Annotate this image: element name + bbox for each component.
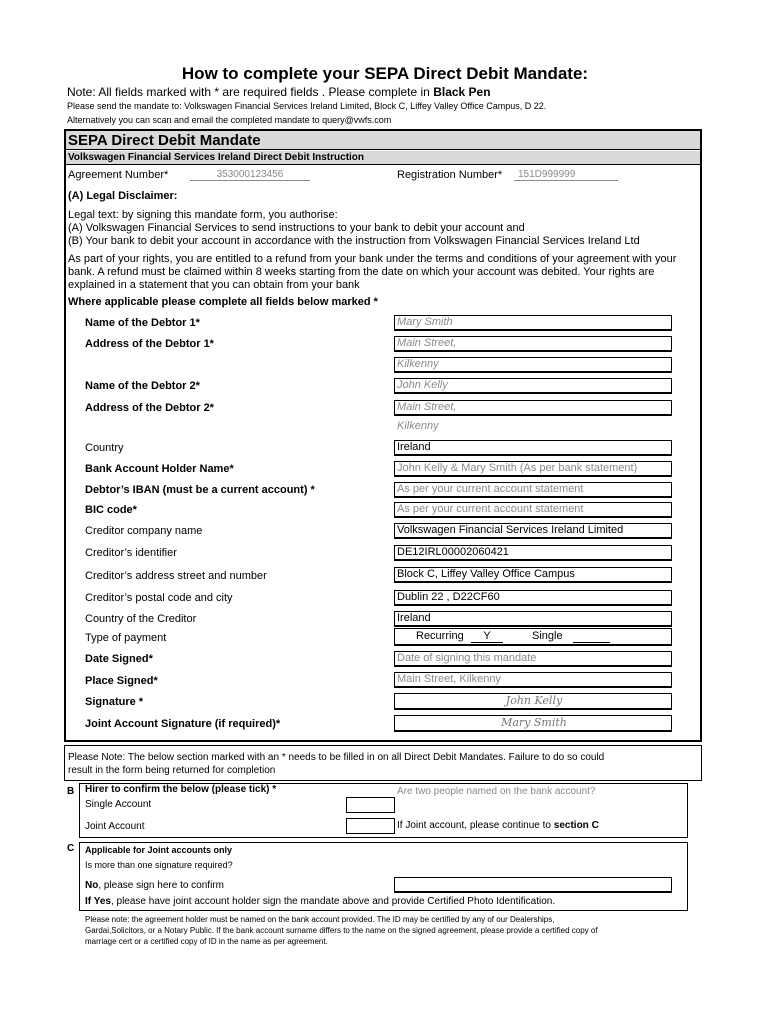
rights-text-line: bank. A refund must be claimed within 8 weeks starting from the date on which your account was debited. Your rights are	[68, 266, 655, 278]
creditor-postal-field: Dublin 22 , D22CF60	[394, 590, 672, 606]
joint-note-section: section C	[553, 820, 599, 831]
section-c-yes-bold: If Yes	[85, 896, 111, 907]
iban-label: Debtor’s IBAN (must be a current account) *	[85, 484, 315, 496]
section-c-signature-field[interactable]	[394, 877, 672, 893]
account-holder-label: Bank Account Holder Name*	[85, 463, 234, 475]
signature-field[interactable]: John Kelly	[394, 693, 672, 710]
registration-number-label: Registration Number*	[397, 169, 503, 181]
place-signed-label: Place Signed*	[85, 675, 158, 687]
debtor2-address-line2[interactable]: Kilkenny	[397, 420, 439, 432]
section-c-heading: Applicable for Joint accounts only	[85, 845, 233, 855]
footer-line: Gardai,Solicitors, or a Notary Public. If the bank account surname differs to the name on the signed agreement, please provide a certified copy of	[85, 926, 598, 935]
payment-single-blank[interactable]	[573, 642, 610, 643]
note-black-pen: Black Pen	[433, 85, 491, 99]
date-signed-label: Date Signed*	[85, 653, 153, 665]
creditor-identifier-label: Creditor’s identifier	[85, 547, 177, 559]
debtor2-address-field[interactable]: Main Street,	[394, 400, 672, 416]
debtor2-name-field[interactable]: John Kelly	[394, 378, 672, 394]
registration-number-value[interactable]: 151D999999	[514, 169, 618, 181]
country-label: Country	[85, 442, 124, 454]
place-signed-field[interactable]: Main Street, Kilkenny	[394, 672, 672, 688]
section-c-no-bold: No	[85, 880, 99, 891]
legal-text-line: Legal text: by signing this mandate form, you authorise:	[68, 209, 338, 221]
joint-signature-field[interactable]: Mary Smith	[394, 715, 672, 732]
account-holder-field[interactable]: John Kelly & Mary Smith (As per bank statement)	[394, 461, 672, 477]
rights-text-line: explained in a statement that you can obtain from your bank	[68, 279, 360, 291]
section-b-question: Are two people named on the bank account?	[397, 786, 596, 797]
single-account-label: Single Account	[85, 799, 152, 810]
creditor-postal-label: Creditor’s postal code and city	[85, 592, 233, 604]
legal-text-line: (A) Volkswagen Financial Services to send instructions to your bank to debit your account and	[68, 222, 525, 234]
payment-single-label: Single	[532, 630, 563, 642]
alternatively-text: Alternatively you can scan and email the completed mandate to query@vwfs.com	[67, 115, 392, 125]
send-to-text: Please send the mandate to: Volkswagen Financial Services Ireland Limited, Block C, Liffey Valley Office Campus, D 22.	[67, 101, 547, 111]
joint-note-prefix: If Joint account, please continue to	[397, 820, 554, 831]
joint-signature-label: Joint Account Signature (if required)*	[85, 718, 281, 730]
section-c-question: Is more than one signature required?	[85, 860, 233, 870]
agreement-number-value[interactable]: 353000123456	[190, 169, 310, 181]
bic-label: BIC code*	[85, 504, 137, 516]
creditor-address-label: Creditor’s address street and number	[85, 570, 267, 582]
debtor1-address-label: Address of the Debtor 1*	[85, 338, 214, 350]
debtor1-address-field-2[interactable]: Kilkenny	[394, 357, 672, 373]
joint-account-note	[397, 820, 599, 831]
creditor-country-label: Country of the Creditor	[85, 613, 197, 625]
country-field[interactable]: Ireland	[394, 440, 672, 456]
bic-field[interactable]: As per your current account statement	[394, 502, 672, 518]
agreement-number-label: Agreement Number*	[68, 169, 169, 181]
section-c-letter: C	[67, 843, 75, 854]
section-c-yes-rest: , please have joint account holder sign the mandate above and provide Certified Photo Identification.	[110, 896, 556, 907]
iban-field[interactable]: As per your current account statement	[394, 482, 672, 498]
section-b-letter: B	[67, 786, 75, 797]
debtor1-name-field[interactable]: Mary Smith	[394, 315, 672, 331]
date-signed-field[interactable]: Date of signing this mandate	[394, 651, 672, 667]
footer-line: marriage cert or a certified copy of ID in the name as per agreement.	[85, 937, 328, 946]
where-applicable-text: Where applicable please complete all fields below marked *	[68, 296, 378, 308]
debtor1-name-label: Name of the Debtor 1*	[85, 317, 200, 329]
creditor-company-field: Volkswagen Financial Services Ireland Limited	[394, 523, 672, 539]
joint-account-checkbox[interactable]	[346, 818, 395, 834]
creditor-identifier-field: DE12IRL00002060421	[394, 545, 672, 561]
signature-label: Signature *	[85, 696, 144, 708]
section-c-no-text	[85, 880, 224, 891]
note-line: Please Note: The below section marked with an * needs to be filled in on all Direct Debit Mandates. Failure to do so could	[68, 752, 605, 763]
payment-type-field[interactable]	[394, 628, 672, 646]
legal-disclaimer-heading: (A) Legal Disclaimer:	[68, 190, 178, 202]
note-required	[67, 85, 491, 99]
creditor-country-field: Ireland	[394, 611, 672, 627]
rights-text-line: As part of your rights, you are entitled to a refund from your bank under the terms and conditions of your agreement with your	[68, 253, 677, 265]
debtor2-name-label: Name of the Debtor 2*	[85, 380, 200, 392]
debtor2-address-label: Address of the Debtor 2*	[85, 402, 214, 414]
payment-recurring-label: Recurring	[416, 630, 464, 642]
section-b-heading: Hirer to confirm the below (please tick) *	[85, 784, 277, 795]
payment-type-label: Type of payment	[85, 632, 167, 644]
note-line: result in the form being returned for completion	[68, 765, 276, 776]
creditor-company-label: Creditor company name	[85, 525, 203, 537]
payment-recurring-mark[interactable]: Y	[471, 630, 503, 643]
page-title: How to complete your SEPA Direct Debit Mandate:	[181, 64, 589, 83]
single-account-checkbox[interactable]	[346, 797, 395, 813]
legal-text-line: (B) Your bank to debit your account in accordance with the instruction from Volkswagen Financial Services Ireland Ltd	[68, 235, 640, 247]
note-prefix: Note: All fields marked with * are required fields . Please complete in	[67, 85, 434, 99]
mandate-title: SEPA Direct Debit Mandate	[66, 131, 700, 150]
debtor1-address-field[interactable]: Main Street,	[394, 336, 672, 352]
joint-account-label: Joint Account	[85, 821, 145, 832]
section-c-no-rest: , please sign here to confirm	[98, 880, 224, 891]
mandate-subtitle: Volkswagen Financial Services Ireland Direct Debit Instruction	[66, 151, 700, 165]
footer-line: Please note: the agreement holder must be named on the bank account provided. The ID may be certified by any of our Dealerships,	[85, 915, 555, 924]
creditor-address-field: Block C, Liffey Valley Office Campus	[394, 567, 672, 583]
section-c-yes-text	[85, 896, 555, 907]
